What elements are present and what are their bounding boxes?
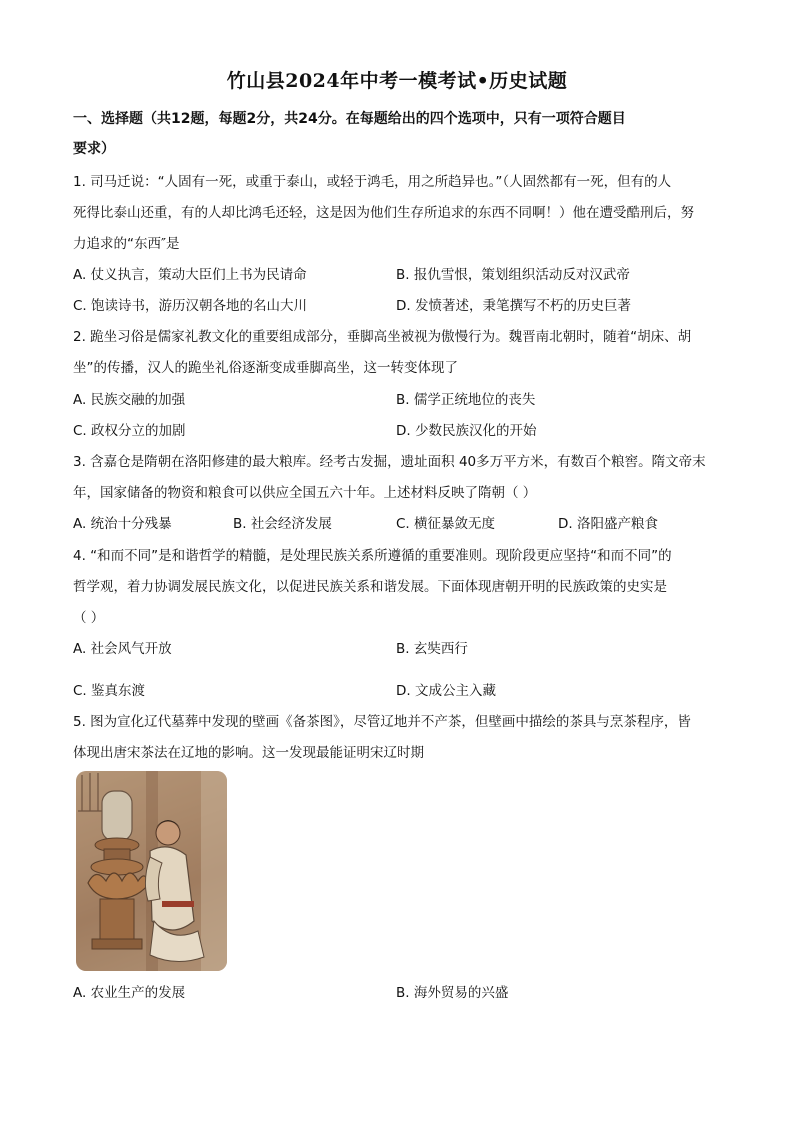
question-4-option-a[interactable]: A. 社会风气开放 <box>73 641 172 657</box>
mural-tea-painting <box>76 771 227 971</box>
question-4-line1: 4. “和而不同”是和谐哲学的精髓，是处理民族关系所遵循的重要准则。现阶段更应坚持“和而不同”的 <box>73 548 672 564</box>
question-3-option-a[interactable]: A. 统治十分残暴 <box>73 516 172 532</box>
question-5-line2: 体现出唐宋茶法在辽地的影响。这一发现最能证明宋辽时期 <box>73 745 424 761</box>
question-1-option-d[interactable]: D. 发愤著述，秉笔撰写不朽的历史巨著 <box>396 298 631 314</box>
question-1-option-a[interactable]: A. 仗义执言，策动大臣们上书为民请命 <box>73 267 307 283</box>
question-2-option-a[interactable]: A. 民族交融的加强 <box>73 392 186 408</box>
section-heading-line2: 要求） <box>73 141 115 157</box>
page-title: 竹山县2024年中考一模考试•历史试题 <box>226 70 568 92</box>
question-2-line1: 2. 跪坐习俗是儒家礼教文化的重要组成部分，垂脚高坐被视为傲慢行为。魏晋南北朝时，随着“胡床、胡 <box>73 329 692 345</box>
question-1-option-c[interactable]: C. 饱读诗书，游历汉朝各地的名山大川 <box>73 298 308 314</box>
question-5-option-a[interactable]: A. 农业生产的发展 <box>73 985 186 1001</box>
question-1-line3: 力追求的“东西″是 <box>73 236 180 252</box>
question-3-option-b[interactable]: B. 社会经济发展 <box>233 516 332 532</box>
question-3-line2: 年，国家储备的物资和粮食可以供应全国五六十年。上述材料反映了隋朝（ ） <box>73 485 537 501</box>
question-2-line2: 坐”的传播，汉人的跪坐礼俗逐渐变成垂脚高坐，这一转变体现了 <box>73 360 458 376</box>
question-5-option-b[interactable]: B. 海外贸易的兴盛 <box>396 985 509 1001</box>
question-4-option-c[interactable]: C. 鉴真东渡 <box>73 683 146 699</box>
question-3-option-c[interactable]: C. 横征暴敛无度 <box>396 516 496 532</box>
question-4-option-b[interactable]: B. 玄奘西行 <box>396 641 468 657</box>
mural-illustration <box>76 771 227 971</box>
question-1-option-b[interactable]: B. 报仇雪恨，策划组织活动反对汉武帝 <box>396 267 630 283</box>
section-heading-line1: 一、选择题（共12题，每题2分，共24分。在每题给出的四个选项中，只有一项符合题目 <box>73 111 626 127</box>
question-2-option-c[interactable]: C. 政权分立的加剧 <box>73 423 186 439</box>
question-1-line1: 1. 司马迁说：“人固有一死，或重于泰山，或轻于鸿毛，用之所趋异也。”（人固然都有一死，但有的人 <box>73 174 672 190</box>
question-4-line2: 哲学观，着力协调发展民族文化，以促进民族关系和谐发展。下面体现唐朝开明的民族政策的史实是 <box>73 579 667 595</box>
question-3-line1: 3. 含嘉仓是隋朝在洛阳修建的最大粮库。经考古发掘，遗址面积 40多万平方米，有数百个粮窖。隋文帝末 <box>73 454 706 470</box>
question-3-option-d[interactable]: D. 洛阳盛产粮食 <box>558 516 658 532</box>
question-2-option-d[interactable]: D. 少数民族汉化的开始 <box>396 423 537 439</box>
question-1-line2: 死得比泰山还重，有的人却比鸿毛还轻，这是因为他们生存所追求的东西不同啊！）他在遭受酷刑后，努 <box>73 205 694 221</box>
question-2-option-b[interactable]: B. 儒学正统地位的丧失 <box>396 392 536 408</box>
question-4-option-d[interactable]: D. 文成公主入藏 <box>396 683 496 699</box>
question-4-line3: （ ） <box>73 610 105 626</box>
question-5-line1: 5. 图为宣化辽代墓葬中发现的壁画《备茶图》，尽管辽地并不产茶，但壁画中描绘的茶具与烹茶程序，皆 <box>73 714 691 730</box>
